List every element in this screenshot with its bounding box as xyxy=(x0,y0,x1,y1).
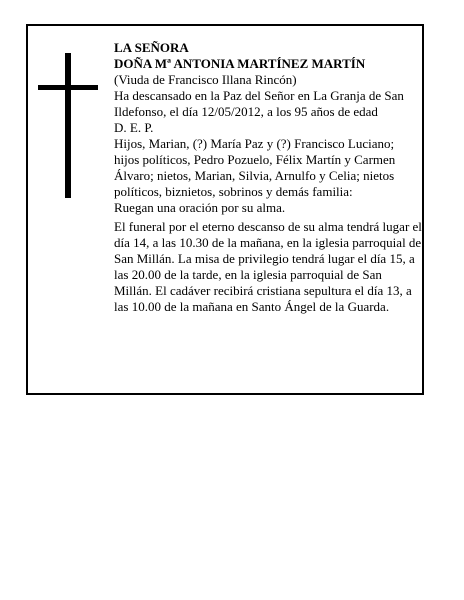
deceased-name: DOÑA Mª ANTONIA MARTÍNEZ MARTÍN xyxy=(114,56,366,71)
obituary-notice xyxy=(26,24,424,395)
prayer-request: Ruegan una oración por su alma. xyxy=(114,200,286,215)
cross-horizontal-bar xyxy=(38,85,98,90)
funeral-details: El funeral por el eterno descanso de su alma tendrá lugar el día 14, a las 10.30 de la mañana, en la iglesia parroquial de San Millán. La misa de privilegio tendrá lugar el día 15, a las 20.00 de la tarde, en la iglesia parroquial de San Millán. El cadáver recibirá cristiana sepultura el día 13, a las 10.00 de la mañana en Santo Ángel de la Guarda. xyxy=(114,219,422,314)
widow-line: (Viuda de Francisco Illana Rincón) xyxy=(114,72,297,87)
rip-text: D. E. P. xyxy=(114,120,154,135)
family-list: Hijos, Marian, (?) María Paz y (?) Francisco Luciano; hijos políticos, Pedro Pozuelo, Félix Martín y Carmen Álvaro; nietos, Marian, Silvia, Arnulfo y Celia; nietos políticos, biznietos, sobrinos y demás familia: xyxy=(114,136,396,199)
notice-text-block xyxy=(114,40,422,315)
notice-title: LA SEÑORA xyxy=(114,40,189,55)
cross-vertical-bar xyxy=(65,53,71,198)
latin-cross-icon xyxy=(38,53,98,198)
death-announcement: Ha descansado en la Paz del Señor en La Granja de San Ildefonso, el día 12/05/2012, a los 95 años de edad xyxy=(114,88,404,119)
